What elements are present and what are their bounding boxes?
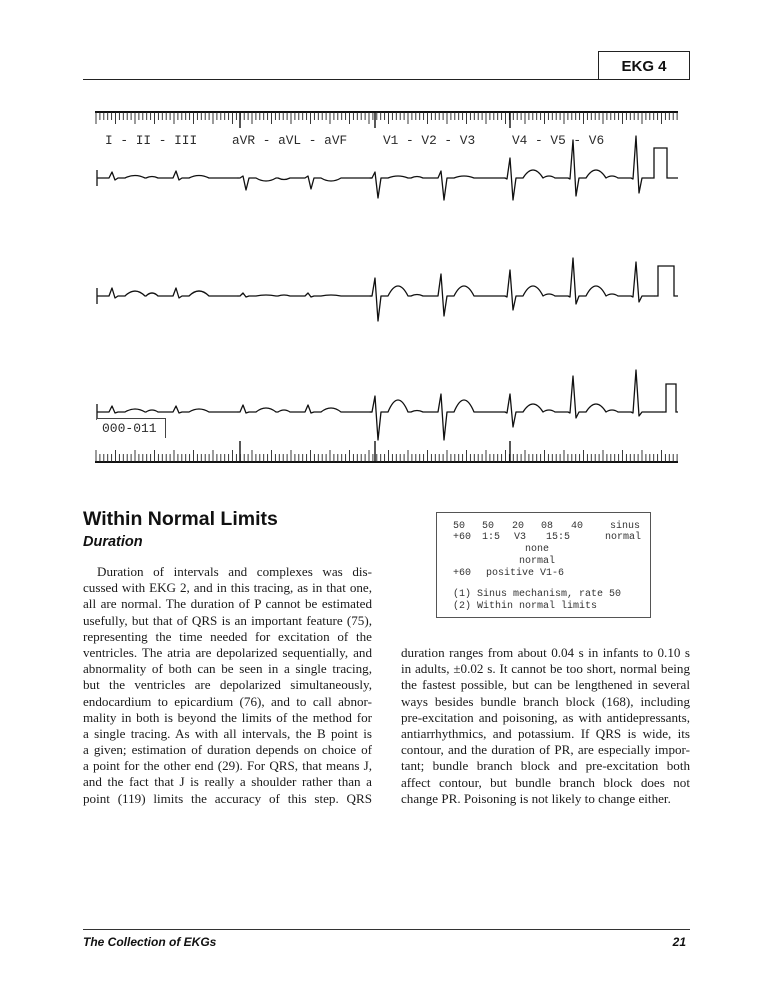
left-column-line: abnormality of both can be seen in a single tracing, [83,661,372,677]
right-column-line: contour, and the duration of PR, are especially impor- [401,742,690,758]
ekg-trace-lead-V1 [370,171,505,200]
right-column-line: pre-excitation and poisoning, as with antidepressants, [401,709,690,725]
summary-conclusion: (1) Sinus mechanism, rate 50 [453,589,622,600]
ekg-trace-lead-III [98,406,238,413]
left-column-line: and the fact that J is really a shoulder rather than a [83,774,372,790]
summary-cell: normal [605,532,642,543]
bottom-ruler [95,441,678,462]
calibration-pulse [654,266,678,296]
calibration-pulse [662,384,678,412]
left-column-line: Duration of intervals and complexes was dis- [97,564,372,579]
summary-cell: +60 [453,568,472,579]
section-title: Within Normal Limits [83,508,278,530]
right-column-line: affect contour, but bundle branch block does not [401,774,690,790]
left-column-line: representing the time needed for excitation of the [83,628,372,644]
left-column-line: cussed with EKG 2, and in this tracing, as in that one, [83,580,372,596]
ekg-trace-lead-aVR [238,176,372,190]
tracing-id-label: 000-011 [97,418,166,438]
left-column-line: mality in both is beyond the limits of the method for [83,709,372,725]
left-column-line: a given; estimation of duration depends on choice of [83,742,372,758]
left-column-line: a single tracing. As with all intervals, the B point is [83,725,372,741]
section-subtitle: Duration [83,534,143,550]
lead-group-label-limb: I - II - III [105,133,198,148]
ekg-row-3 [97,370,678,440]
summary-cell: normal [519,556,556,567]
left-text-column [83,564,372,807]
summary-cell: 1:5 [482,532,501,543]
right-column-line: the fastest possible, but can be lengthened in several [401,677,690,693]
right-column-line: antiarrhythmics, and potassium. If QRS is wide, its [401,725,690,741]
footer-page-number: 21 [672,935,686,949]
ekg-trace-lead-V6 [505,370,662,427]
ekg-row-2 [97,258,678,321]
ekg-trace-lead-V3 [370,394,505,440]
left-column-line: a point for the other end (29). For QRS, that means J, [83,758,372,774]
summary-cell: positive V1-6 [486,568,565,579]
ekg-trace-lead-aVF [238,405,372,413]
left-column-line: point (119) limits the accuracy of this step. QRS [83,790,372,806]
calibration-pulse [650,148,678,178]
ekg-trace-lead-V5 [505,258,654,310]
left-column-line: usefully, but that of QRS is an important feature (75), [83,612,372,628]
summary-conclusion: (2) Within normal limits [453,601,598,612]
ekg-trace-lead-I [98,171,238,180]
summary-cell: 50 [482,521,495,532]
footer-rule [83,929,690,930]
summary-cell: sinus [610,521,641,532]
right-column-line: duration ranges from about 0.04 s in infants to 0.10 s [401,645,690,660]
top-ruler [95,112,678,128]
ekg-tracing [90,104,686,468]
ekg-number-badge [598,51,690,80]
right-text-column [401,645,690,807]
lead-group-label-v4-v6: V4 - V5 - V6 [512,133,605,148]
left-column-line: endocardium to epicardium (76), and to call abnor- [83,693,372,709]
lead-group-label-augmented: aVR - aVL - aVF [232,133,348,148]
footer-book-title: The Collection of EKGs [83,935,217,949]
summary-cell: none [525,544,550,555]
ekg-trace-lead-V2 [370,274,505,321]
ekg-trace-lead-aVL [238,293,372,297]
left-column-line: all are normal. The duration of P cannot be estimated [83,596,372,612]
right-column-line: ways besides bundle branch block (168), including [401,693,690,709]
ekg-trace-lead-II [98,288,238,298]
right-column-line: in adults, ±0.02 s. It cannot be too short, normal being [401,661,690,677]
summary-cell: 20 [512,521,525,532]
summary-cell: 15:5 [546,532,571,543]
left-column-line: ventricles. The atria are depolarized sequentially, and [83,644,372,660]
ekg-number-label: EKG 4 [621,57,667,75]
lead-group-label-v1-v3: V1 - V2 - V3 [383,133,476,148]
summary-cell: +60 [453,532,472,543]
summary-cell: 50 [453,521,466,532]
left-column-line: but the ventricles are depolarized simultaneously, [83,677,372,693]
right-column-line: change PR. Poisoning is not likely to change either. [401,790,671,806]
summary-cell: V3 [514,532,527,543]
right-column-line: tant; bundle branch block and pre-excitation both [401,758,690,774]
measurement-summary-box [436,512,651,618]
summary-cell: 40 [571,521,584,532]
summary-cell: 08 [541,521,554,532]
